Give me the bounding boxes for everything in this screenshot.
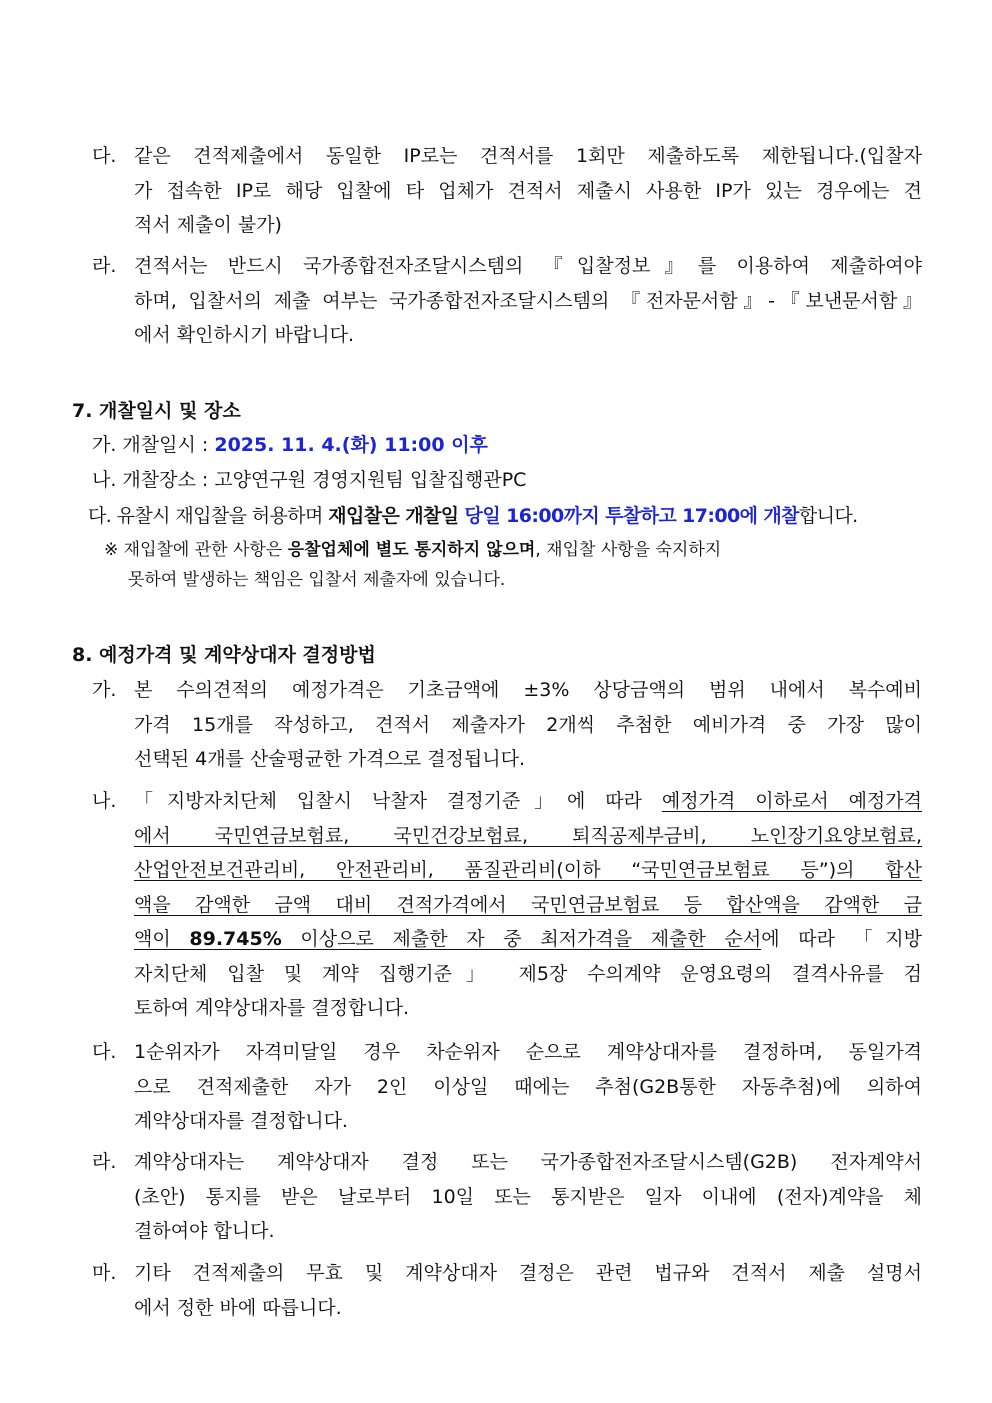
- text-line: 에서 정한 바에 따릅니다.: [134, 1296, 342, 1319]
- text-line: 선택된 4개를 산술평균한 가격으로 결정됩니다.: [134, 748, 526, 770]
- text-line: (초안) 통지를 받은 날로부터 10일 또는 통지받은 일자 이내에 (전자)계약을 체: [134, 1185, 922, 1208]
- item-marker: 라.: [92, 255, 117, 277]
- s8-item-da: [92, 1035, 922, 1139]
- s7-opening-date: [92, 428, 488, 462]
- s7-rebid-note: [104, 535, 894, 595]
- text-line: 견적서는 반드시 국가종합전자조달시스템의 『입찰정보』를 이용하여 제출하여야: [134, 255, 922, 277]
- text-line: 가격 15개를 작성하고, 견적서 제출자가 2개씩 추첨한 예비가격 중 가장 많이: [134, 713, 922, 736]
- text-segment: 에 따라 「지방: [761, 928, 922, 950]
- s6-item-ra: [92, 249, 922, 353]
- underlined-line: 액을 감액한 금액 대비 견적가격에서 국민연금보험료 등 합산액을 감액한 금: [134, 893, 922, 916]
- item-marker: 가.: [92, 679, 117, 701]
- underlined-line: 산업안전보건관리비, 안전관리비, 품질관리비(이하 “국민연금보험료 등”)의 합산: [134, 859, 922, 881]
- underlined-text: 액이: [134, 928, 190, 950]
- s7-opening-place: 나. 개찰장소 : 고양연구원 경영지원팀 입찰집행관PC: [92, 469, 527, 491]
- rebid-text: 다. 유찰시 재입찰을 허용하며: [88, 505, 329, 527]
- text-line: 계약상대자를 결정합니다.: [134, 1110, 348, 1132]
- rebid-schedule: 당일 16:00까지 투찰하고 17:00에 개찰: [458, 505, 799, 527]
- text-line: 같은 견적제출에서 동일한 IP로는 견적서를 1회만 제출하도록 제한됩니다.(입찰자: [134, 145, 922, 167]
- note-emphasis: 응찰업체에 별도 통지하지 않으며: [287, 540, 536, 560]
- s8-item-ga: [92, 673, 922, 777]
- text-line: 본 수의견적의 예정가격은 기초금액에 ±3% 상당금액의 범위 내에서 복수예비: [134, 679, 922, 701]
- text-line: 자치단체 입찰 및 계약 집행기준」 제5장 수의계약 운영요령의 결격사유를 검: [134, 962, 922, 985]
- text-line: 계약상대자는 계약상대자 결정 또는 국가종합전자조달시스템(G2B) 전자계약서: [134, 1151, 922, 1173]
- s6-item-da: [92, 139, 922, 243]
- rebid-emphasis: 재입찰은 개찰일: [328, 505, 459, 527]
- text-line: 1순위자가 자격미달일 경우 차순위자 순으로 계약상대자를 결정하며, 동일가격: [134, 1041, 922, 1063]
- text-line: 가 접속한 IP로 해당 입찰에 타 업체가 견적서 제출시 사용한 IP가 있는 경우에는 견: [134, 179, 922, 202]
- note-text: , 재입찰 사항을 숙지하지: [535, 540, 722, 560]
- text-line: 하며, 입찰서의 제출 여부는 국가종합전자조달시스템의 『전자문서함』-『보낸문서함』: [134, 289, 922, 312]
- s8-item-ma: [92, 1256, 922, 1325]
- item-marker: 마.: [92, 1262, 117, 1284]
- s7-rebid-info: [88, 499, 858, 533]
- item-marker: 라.: [92, 1151, 117, 1173]
- text-line: 적서 제출이 불가): [134, 214, 282, 236]
- section-8-heading: 8. 예정가격 및 계약상대자 결정방법: [72, 644, 376, 666]
- section-7-heading: 7. 개찰일시 및 장소: [72, 400, 241, 422]
- item-marker: 다.: [92, 1041, 117, 1063]
- note-text: ※ 재입찰에 관한 사항은: [104, 540, 288, 560]
- s8-item-ra: [92, 1145, 922, 1249]
- text-segment: 「지방자치단체 입찰시 낙찰자 결정기준」에 따라: [134, 790, 662, 812]
- text-line: 에서 확인하시기 바랍니다.: [134, 324, 355, 346]
- underlined-text: 이상으로 제출한 자 중 최저가격을 제출한 순서: [281, 928, 762, 950]
- threshold-percent: 89.745%: [189, 928, 282, 950]
- item-marker: 나.: [92, 790, 117, 812]
- s8-item-na: [92, 784, 922, 1026]
- item-marker: 다.: [92, 145, 117, 167]
- note-line: [104, 535, 894, 565]
- text-line: 토하여 계약상대자를 결정합니다.: [134, 997, 410, 1019]
- text-line: 기타 견적제출의 무효 및 계약상대자 결정은 관련 법규와 견적서 제출 설명서: [134, 1262, 922, 1284]
- opening-date-label: 가. 개찰일시 :: [92, 434, 215, 456]
- rebid-text-end: 합니다.: [798, 505, 858, 527]
- underlined-text: 예정가격 이하로서 예정가격: [661, 790, 922, 812]
- text-line: 으로 견적제출한 자가 2인 이상일 때에는 추첨(G2B통한 자동추첨)에 의하여: [134, 1075, 922, 1098]
- text-line: [134, 922, 922, 957]
- note-line: 못하여 발생하는 책임은 입찰서 제출자에 있습니다.: [128, 570, 506, 590]
- opening-date-value: 2025. 11. 4.(화) 11:00 이후: [214, 434, 488, 456]
- text-line: [134, 784, 922, 819]
- underlined-line: 에서 국민연금보험료, 국민건강보험료, 퇴직공제부금비, 노인장기요양보험료,: [134, 824, 922, 847]
- text-line: 결하여야 합니다.: [134, 1220, 275, 1242]
